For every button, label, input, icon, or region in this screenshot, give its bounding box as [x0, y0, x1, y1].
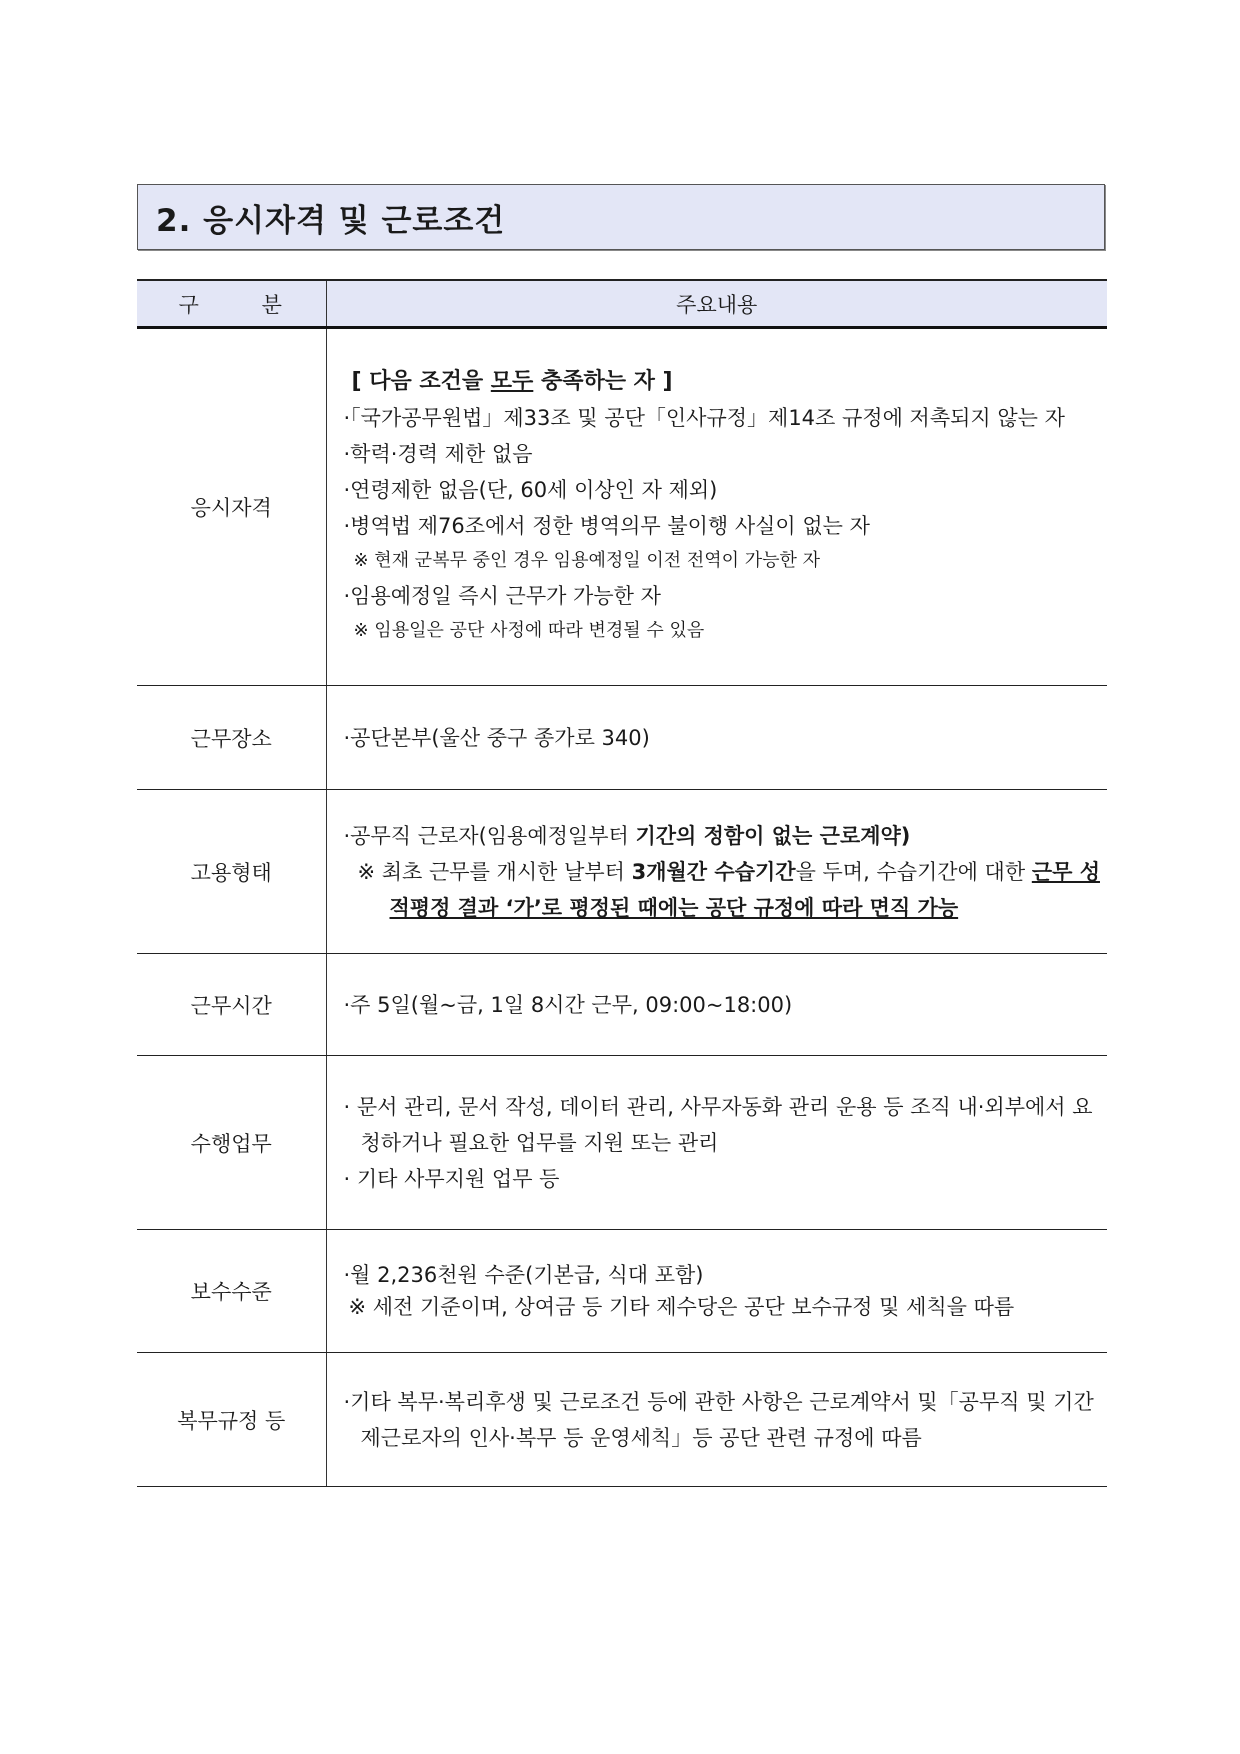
table-row-employment [137, 790, 1107, 954]
table-row-workplace [137, 686, 1107, 790]
table-row-qualification [137, 328, 1107, 686]
workplace-content: ·공단본부(울산 중구 종가로 340) [326, 686, 1107, 790]
note-appointment: ※ 임용일은 공단 사정에 따라 변경될 수 있음 [353, 620, 705, 641]
list-item: ·병역법 제76조에서 정한 병역의무 불이행 사실이 없는 자 [343, 514, 870, 538]
section-title: 2. 응시자격 및 근로조건 [137, 184, 1105, 250]
list-item: · 기타 사무지원 업무 등 [343, 1166, 560, 1191]
pay-content [326, 1230, 1107, 1353]
qualification-condition: [ 다음 조건을 모두 충족하는 자 ] [351, 369, 673, 394]
table-header-row [137, 280, 1107, 328]
row-label-pay: 보수수준 [137, 1230, 326, 1353]
row-label-duties: 수행업무 [137, 1056, 326, 1230]
employment-type: ·공무직 근로자(임용예정일부터 기간의 정함이 없는 근로계약) [343, 823, 911, 848]
list-item: ·연령제한 없음(단, 60세 이상인 자 제외) [343, 478, 718, 502]
row-label-employment: 고용형태 [137, 790, 326, 954]
list-item: ·「국가공무원법」제33조 및 공단「인사규정」제14조 규정에 저촉되지 않는 자 [343, 406, 1065, 430]
header-category: 구 분 [137, 280, 326, 328]
row-label-rules: 복무규정 등 [137, 1353, 326, 1487]
row-label-hours: 근무시간 [137, 954, 326, 1056]
note-pay: ※ 세전 기준이며, 상여금 등 기타 제수당은 공단 보수규정 및 세칙을 따름 [348, 1295, 1015, 1319]
list-item: ·기타 복무·복리후생 및 근로조건 등에 관한 사항은 근로계약서 및「공무직 및 기간제근로자의 인사·복무 등 운영세칙」등 공단 관련 규정에 따름 [343, 1389, 1094, 1450]
hours-content: ·주 5일(월~금, 1일 8시간 근무, 09:00~18:00) [326, 954, 1107, 1056]
note-probation: ※ 최초 근무를 개시한 날부터 3개월간 수습기간을 두며, 수습기간에 대한 근무 성적평정 결과 ‘가’로 평정된 때에는 공단 규정에 따라 면직 가능 [357, 859, 1100, 920]
list-item: ·임용예정일 즉시 근무가 가능한 자 [343, 584, 661, 608]
pay-amount: ·월 2,236천원 수준(기본급, 식대 포함) [343, 1263, 704, 1287]
header-content: 주요내용 [326, 280, 1107, 328]
conditions-table [137, 279, 1107, 1487]
table-row-duties [137, 1056, 1107, 1230]
employment-content [326, 790, 1107, 954]
list-item: ·학력·경력 제한 없음 [343, 442, 533, 466]
table-row-rules [137, 1353, 1107, 1487]
table-row-hours [137, 954, 1107, 1056]
table-row-pay [137, 1230, 1107, 1353]
note-military: ※ 현재 군복무 중인 경우 임용예정일 이전 전역이 가능한 자 [353, 550, 820, 571]
rules-content [326, 1353, 1107, 1487]
qualification-content [326, 328, 1107, 686]
row-label-workplace: 근무장소 [137, 686, 326, 790]
list-item: · 문서 관리, 문서 작성, 데이터 관리, 사무자동화 관리 운용 등 조직 내·외부에서 요청하거나 필요한 업무를 지원 또는 관리 [343, 1094, 1093, 1155]
duties-content [326, 1056, 1107, 1230]
row-label-qualification: 응시자격 [137, 328, 326, 686]
